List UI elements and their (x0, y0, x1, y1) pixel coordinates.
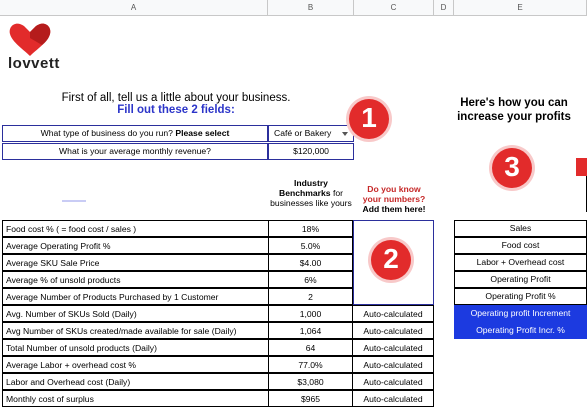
row-label[interactable]: Monthly cost of surplus (2, 390, 268, 407)
chart-header-block (576, 158, 587, 176)
benchmark-value[interactable]: 6% (268, 271, 353, 288)
row-label[interactable]: Average Number of Products Purchased by 1 Customer (2, 288, 268, 305)
your-numbers-header (354, 184, 434, 214)
your-value-cell[interactable] (353, 288, 434, 305)
benchmark-value[interactable]: 2 (268, 288, 353, 305)
intro-text: First of all, tell us a little about your business. (61, 92, 291, 104)
your-value-cell[interactable] (353, 271, 434, 288)
row-label[interactable]: Avg. Number of SKUs Sold (Daily) (2, 305, 268, 322)
column-header-e[interactable]: E (454, 0, 587, 16)
your-value-cell[interactable]: Auto-calculated (353, 373, 434, 390)
table-row (2, 339, 434, 356)
profit-heading-line2: increase your profits (457, 111, 571, 123)
row-label[interactable]: Food cost % ( = food cost / sales ) (2, 220, 268, 237)
column-header-d[interactable]: D (434, 0, 454, 16)
table-row (2, 288, 434, 305)
table-row (2, 390, 434, 407)
intro-instruction: Fill out these 2 fields: (117, 104, 235, 116)
dropdown-caret-icon (342, 132, 348, 136)
benchmark-header-bold: Industry Benchmarks (278, 178, 331, 198)
column-header-c[interactable]: C (354, 0, 434, 16)
your-value-cell[interactable] (353, 237, 434, 254)
table-row (2, 271, 434, 288)
step-3-badge: 3 (492, 148, 532, 188)
row-label[interactable]: Average Operating Profit % (2, 237, 268, 254)
benchmark-header-rest: for businesses like yours (270, 188, 352, 208)
benchmark-value[interactable]: $4.00 (268, 254, 353, 271)
row-label[interactable]: Average Labor + overhead cost % (2, 356, 268, 373)
benchmark-value[interactable]: 1,064 (268, 322, 353, 339)
brand-name: lovvett (8, 55, 60, 72)
row-label[interactable]: Total Number of unsold products (Daily) (2, 339, 268, 356)
monthly-revenue-input[interactable]: $120,000 (268, 143, 354, 160)
business-type-select[interactable] (268, 125, 354, 142)
table-row (2, 322, 434, 339)
table-row (2, 373, 434, 390)
column-header-a[interactable]: A (0, 0, 268, 16)
benchmark-value[interactable]: $965 (268, 390, 353, 407)
your-numbers-line1: Do you know (367, 184, 421, 194)
your-numbers-line3: Add them here! (362, 204, 426, 214)
your-value-cell[interactable]: Auto-calculated (353, 339, 434, 356)
step-2-badge: 2 (371, 240, 411, 280)
profit-heading-line1: Here's how you can (460, 97, 568, 109)
metric-row[interactable]: Operating Profit % (454, 288, 587, 305)
metric-row[interactable]: Operating Profit Incr. % (454, 322, 587, 339)
row-label[interactable]: Average % of unsold products (2, 271, 268, 288)
business-type-value: Café or Bakery (274, 128, 332, 138)
table-row (2, 356, 434, 373)
benchmark-value[interactable]: 77.0% (268, 356, 353, 373)
metric-row[interactable]: Sales (454, 220, 587, 237)
benchmark-value[interactable]: 1,000 (268, 305, 353, 322)
metric-row[interactable]: Operating Profit (454, 271, 587, 288)
your-value-cell[interactable] (353, 254, 434, 271)
business-type-label-text: What type of business do you run? (40, 128, 176, 138)
column-header-b[interactable]: B (268, 0, 354, 16)
table-row (2, 220, 434, 237)
your-value-cell[interactable]: Auto-calculated (353, 356, 434, 373)
benchmark-value[interactable]: $3,080 (268, 373, 353, 390)
business-type-label (2, 125, 268, 142)
row-label[interactable]: Avg Number of SKUs created/made available for sale (Daily) (2, 322, 268, 339)
faint-underline (62, 200, 86, 202)
your-value-cell[interactable] (353, 220, 434, 237)
benchmark-value[interactable]: 5.0% (268, 237, 353, 254)
your-value-cell[interactable]: Auto-calculated (353, 305, 434, 322)
your-value-cell[interactable]: Auto-calculated (353, 322, 434, 339)
row-label[interactable]: Average SKU Sale Price (2, 254, 268, 271)
step-1-badge: 1 (349, 99, 389, 139)
your-value-cell[interactable]: Auto-calculated (353, 390, 434, 407)
metric-row[interactable]: Food cost (454, 237, 587, 254)
table-row (2, 254, 434, 271)
benchmark-value[interactable]: 64 (268, 339, 353, 356)
benchmark-value[interactable]: 18% (268, 220, 353, 237)
table-row (2, 237, 434, 254)
benchmark-column-header (268, 178, 354, 208)
monthly-revenue-label: What is your average monthly revenue? (2, 143, 268, 160)
profit-heading (448, 96, 580, 124)
your-numbers-line2: your numbers? (362, 194, 426, 204)
business-type-label-bold: Please select (175, 128, 230, 138)
row-label[interactable]: Labor and Overhead cost (Daily) (2, 373, 268, 390)
table-row (2, 305, 434, 322)
metric-row[interactable]: Operating profit Increment (454, 305, 587, 322)
metric-row[interactable]: Labor + Overhead cost (454, 254, 587, 271)
